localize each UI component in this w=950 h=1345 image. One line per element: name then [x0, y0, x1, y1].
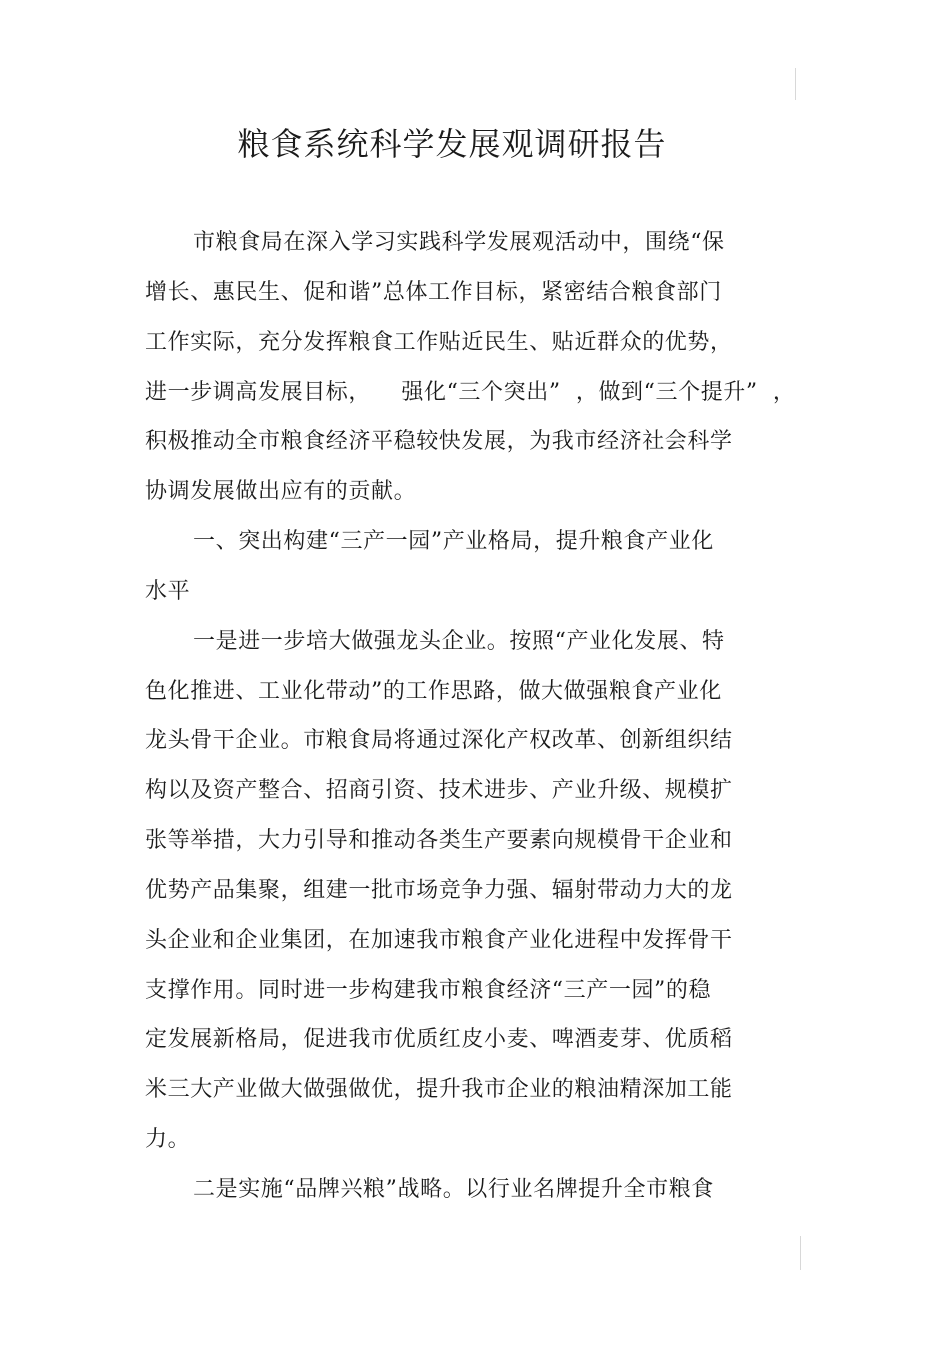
section-heading-line: 一、突出构建“三产一园”产业格局，提升粮食产业化: [193, 529, 714, 554]
document-title: 粮食系统科学发展观调研报告: [237, 125, 667, 163]
body-line: 头企业和企业集团，在加速我市粮食产业化进程中发挥骨干: [145, 928, 733, 953]
body-line: 定发展新格局，促进我市优质红皮小麦、啤酒麦芽、优质稻: [145, 1027, 733, 1052]
bottom-right-margin-mark: [800, 1236, 801, 1270]
body-line: 色化推进、工业化带动”的工作思路，做大做强粮食产业化: [145, 679, 722, 704]
body-line: 张等举措，大力引导和推动各类生产要素向规模骨干企业和: [145, 828, 733, 853]
body-line: 构以及资产整合、招商引资、技术进步、产业升级、规模扩: [145, 778, 733, 803]
body-line: 二是实施“品牌兴粮”战略。以行业名牌提升全市粮食: [193, 1177, 714, 1202]
body-line: 力。: [145, 1127, 191, 1152]
body-line: 龙头骨干企业。市粮食局将通过深化产权改革、创新组织结: [145, 728, 733, 753]
body-line: 协调发展做出应有的贡献。: [145, 479, 417, 504]
body-line: 增长、惠民生、促和谐”总体工作目标，紧密结合粮食部门: [145, 280, 722, 305]
body-line: 积极推动全市粮食经济平稳较快发展，为我市经济社会科学: [145, 429, 733, 454]
body-line: 工作实际，充分发挥粮食工作贴近民生、贴近群众的优势，: [145, 330, 733, 355]
section-heading-line: 水平: [145, 579, 191, 604]
body-line: 进一步调高发展目标， 强化“三个突出” ，做到“三个提升” ，: [145, 380, 796, 405]
top-right-margin-mark: [795, 68, 796, 100]
body-line: 市粮食局在深入学习实践科学发展观活动中，围绕“保: [193, 230, 725, 255]
body-line: 一是进一步培大做强龙头企业。按照“产业化发展、特: [193, 629, 725, 654]
body-line: 米三大产业做大做强做优，提升我市企业的粮油精深加工能: [145, 1077, 733, 1102]
body-line: 支撑作用。同时进一步构建我市粮食经济“三产一园”的稳: [145, 978, 712, 1003]
body-line: 优势产品集聚，组建一批市场竞争力强、辐射带动力大的龙: [145, 878, 733, 903]
